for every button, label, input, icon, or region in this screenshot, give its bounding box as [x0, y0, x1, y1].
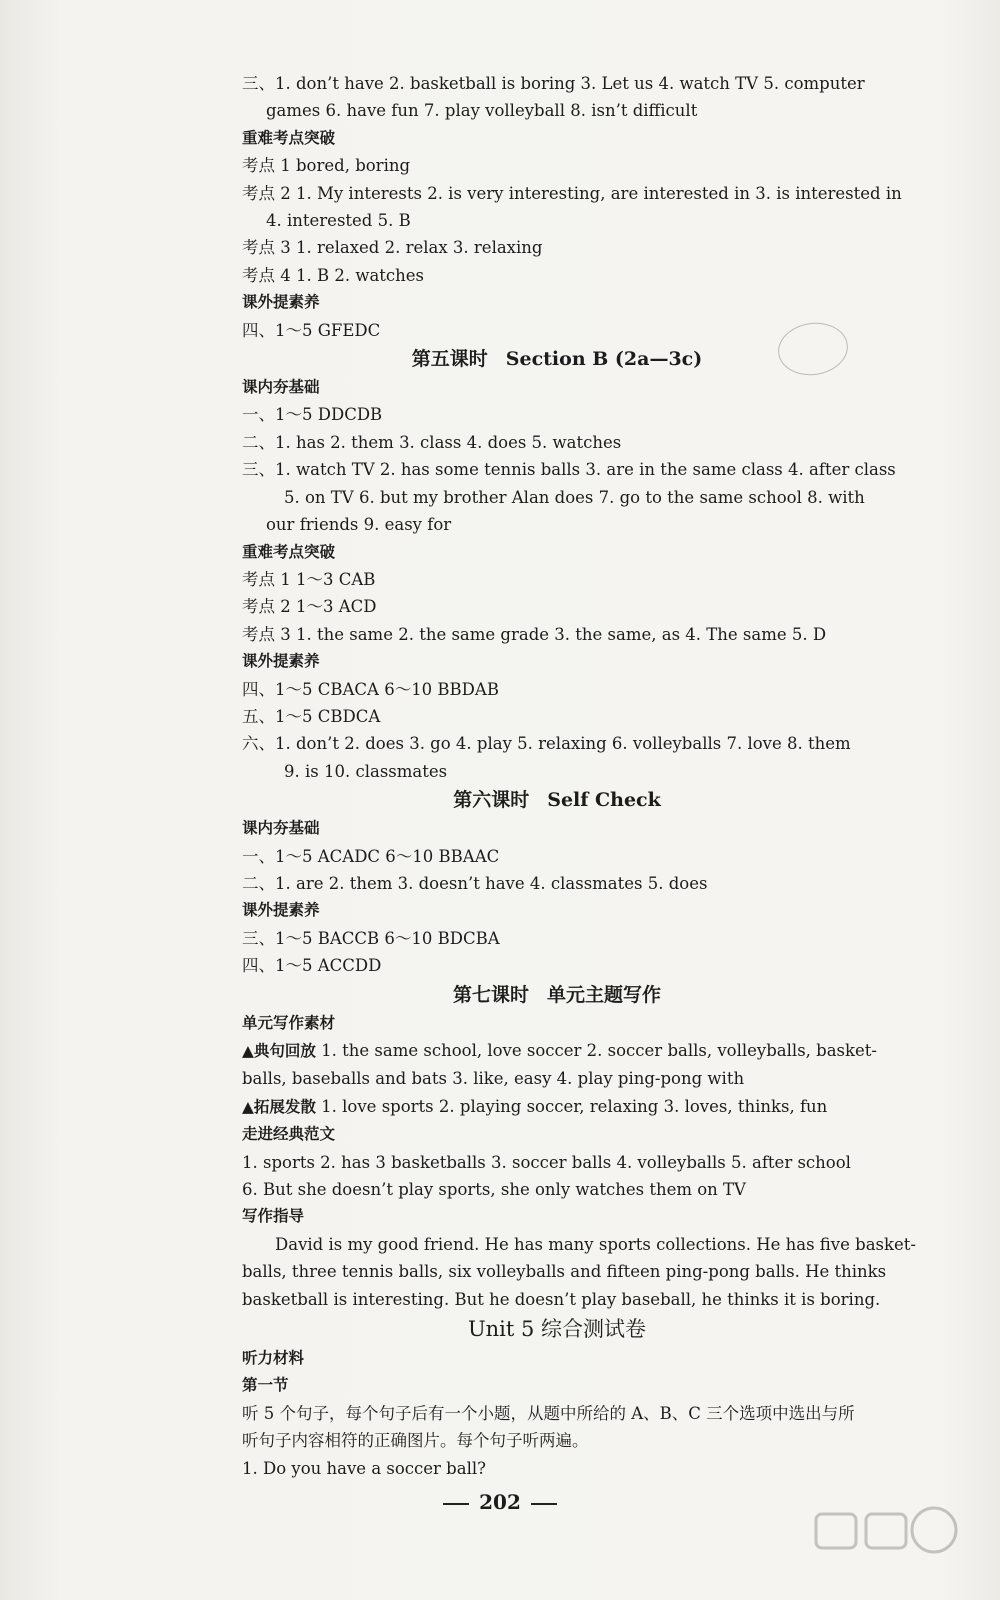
instruction-line: 听句子内容相符的正确图片。每个句子听两遍。	[242, 1431, 589, 1451]
answer-line: balls, baseballs and bats 3. like, easy 4. play ping-pong with	[242, 1069, 745, 1089]
answer-line: 5. on TV 6. but my brother Alan does 7. go to the same school 8. with	[284, 487, 865, 507]
answer-line: 三、1. don’t have 2. basketball is boring 3. Let us 4. watch TV 5. computer	[242, 74, 865, 93]
page-number-dash	[443, 1503, 469, 1505]
answer-line: 四、1～5 ACCDD	[242, 956, 382, 976]
essay-line: balls, three tennis balls, six volleyballs and fifteen ping-pong balls. He thinks	[242, 1262, 887, 1282]
subheading: 第一节	[242, 1376, 289, 1395]
answer-line: our friends 9. easy for	[266, 515, 452, 535]
answer-key-content	[242, 70, 916, 1482]
answer-line: 考点 1 1～3 CAB	[242, 569, 376, 589]
answer-text: 1. the same school, love soccer 2. soccer balls, volleyballs, basket-	[315, 1041, 877, 1060]
page-number-dash	[531, 1503, 557, 1505]
model-essay	[242, 1231, 916, 1313]
page-number-value: 202	[479, 1490, 521, 1514]
answer-line	[242, 1093, 872, 1121]
question-line: 1. Do you have a soccer ball?	[242, 1458, 486, 1478]
answer-line: 三、1～5 BACCB 6～10 BDCBA	[242, 928, 500, 948]
answer-line: 五、1～5 CBDCA	[242, 706, 381, 726]
subheading: 课外提素养	[242, 652, 320, 671]
answer-line: 二、1. has 2. them 3. class 4. does 5. watches	[242, 432, 622, 452]
answer-line: 三、1. watch TV 2. has some tennis balls 3. are in the same class 4. after class	[242, 460, 896, 480]
section-title-lesson-7	[242, 980, 872, 1010]
answer-line	[242, 1037, 877, 1065]
label-typical-sentences: ▲典句回放	[242, 1042, 316, 1060]
answer-line: 考点 2 1～3 ACD	[242, 597, 377, 617]
answer-line: 1. sports 2. has 3 basketballs 3. soccer balls 4. volleyballs 5. after school	[242, 1152, 851, 1172]
unit-test-title: Unit 5 综合测试卷	[467, 1317, 647, 1342]
subheading: 课外提素养	[242, 293, 320, 312]
answer-line: 考点 3 1. relaxed 2. relax 3. relaxing	[242, 238, 543, 258]
answer-line: 9. is 10. classmates	[284, 761, 448, 781]
watermark-logo	[806, 1502, 966, 1572]
subheading: 单元写作素材	[242, 1013, 336, 1032]
answer-line: games 6. have fun 7. play volleyball 8. isn’t difficult	[266, 101, 698, 121]
answer-line: 考点 2 1. My interests 2. is very interesting, are interested in 3. is interested in	[242, 183, 902, 203]
answer-line: 一、1～5 ACADC 6～10 BBAAC	[242, 846, 500, 866]
section-title-lesson-5	[242, 344, 872, 374]
subheading: 课内夯基础	[242, 819, 320, 838]
section-title-name: 单元主题写作	[547, 983, 662, 1006]
subheading: 课外提素养	[242, 901, 320, 920]
answer-line: 考点 1 bored, boring	[242, 156, 411, 176]
answer-line: 六、1. don’t 2. does 3. go 4. play 5. relaxing 6. volleyballs 7. love 8. them	[242, 734, 851, 754]
answer-line: 一、1～5 DDCDB	[242, 405, 383, 425]
section-title-number: 第六课时	[453, 789, 530, 812]
section-title-number: 第五课时	[411, 348, 488, 371]
subheading: 重难考点突破	[242, 542, 336, 561]
answer-line: 考点 4 1. B 2. watches	[242, 265, 425, 285]
instruction-line: 听 5 个句子，每个句子后有一个小题，从题中所给的 A、B、C 三个选项中选出与所	[242, 1403, 855, 1423]
section-title-number: 第七课时	[452, 983, 529, 1006]
answer-line: 考点 3 1. the same 2. the same grade 3. the same, as 4. The same 5. D	[242, 624, 827, 644]
subheading: 写作指导	[242, 1207, 305, 1226]
answer-text: 1. love sports 2. playing soccer, relaxing 3. loves, thinks, fun	[315, 1096, 828, 1116]
subheading: 听力材料	[242, 1349, 305, 1368]
subheading: 重难考点突破	[242, 128, 336, 147]
answer-line: 四、1～5 CBACA 6～10 BBDAB	[242, 679, 499, 699]
essay-line: basketball is interesting. But he doesn’t play baseball, he thinks it is boring.	[242, 1289, 881, 1309]
label-extension: ▲拓展发散	[242, 1097, 316, 1116]
answer-line: 4. interested 5. B	[266, 211, 411, 231]
answer-line: 四、1～5 GFEDC	[242, 320, 381, 340]
section-title-name: Self Check	[547, 789, 661, 812]
section-title-name: Section B (2a—3c)	[505, 348, 703, 371]
essay-line: David is my good friend. He has many sports collections. He has five basket-	[275, 1234, 916, 1254]
section-title-lesson-6	[242, 785, 872, 815]
subheading: 课内夯基础	[242, 378, 320, 397]
answer-line: 二、1. are 2. them 3. doesn’t have 4. classmates 5. does	[242, 873, 708, 893]
subheading: 走进经典范文	[242, 1125, 336, 1144]
answer-line: 6. But she doesn’t play sports, she only watches them on TV	[242, 1180, 746, 1200]
